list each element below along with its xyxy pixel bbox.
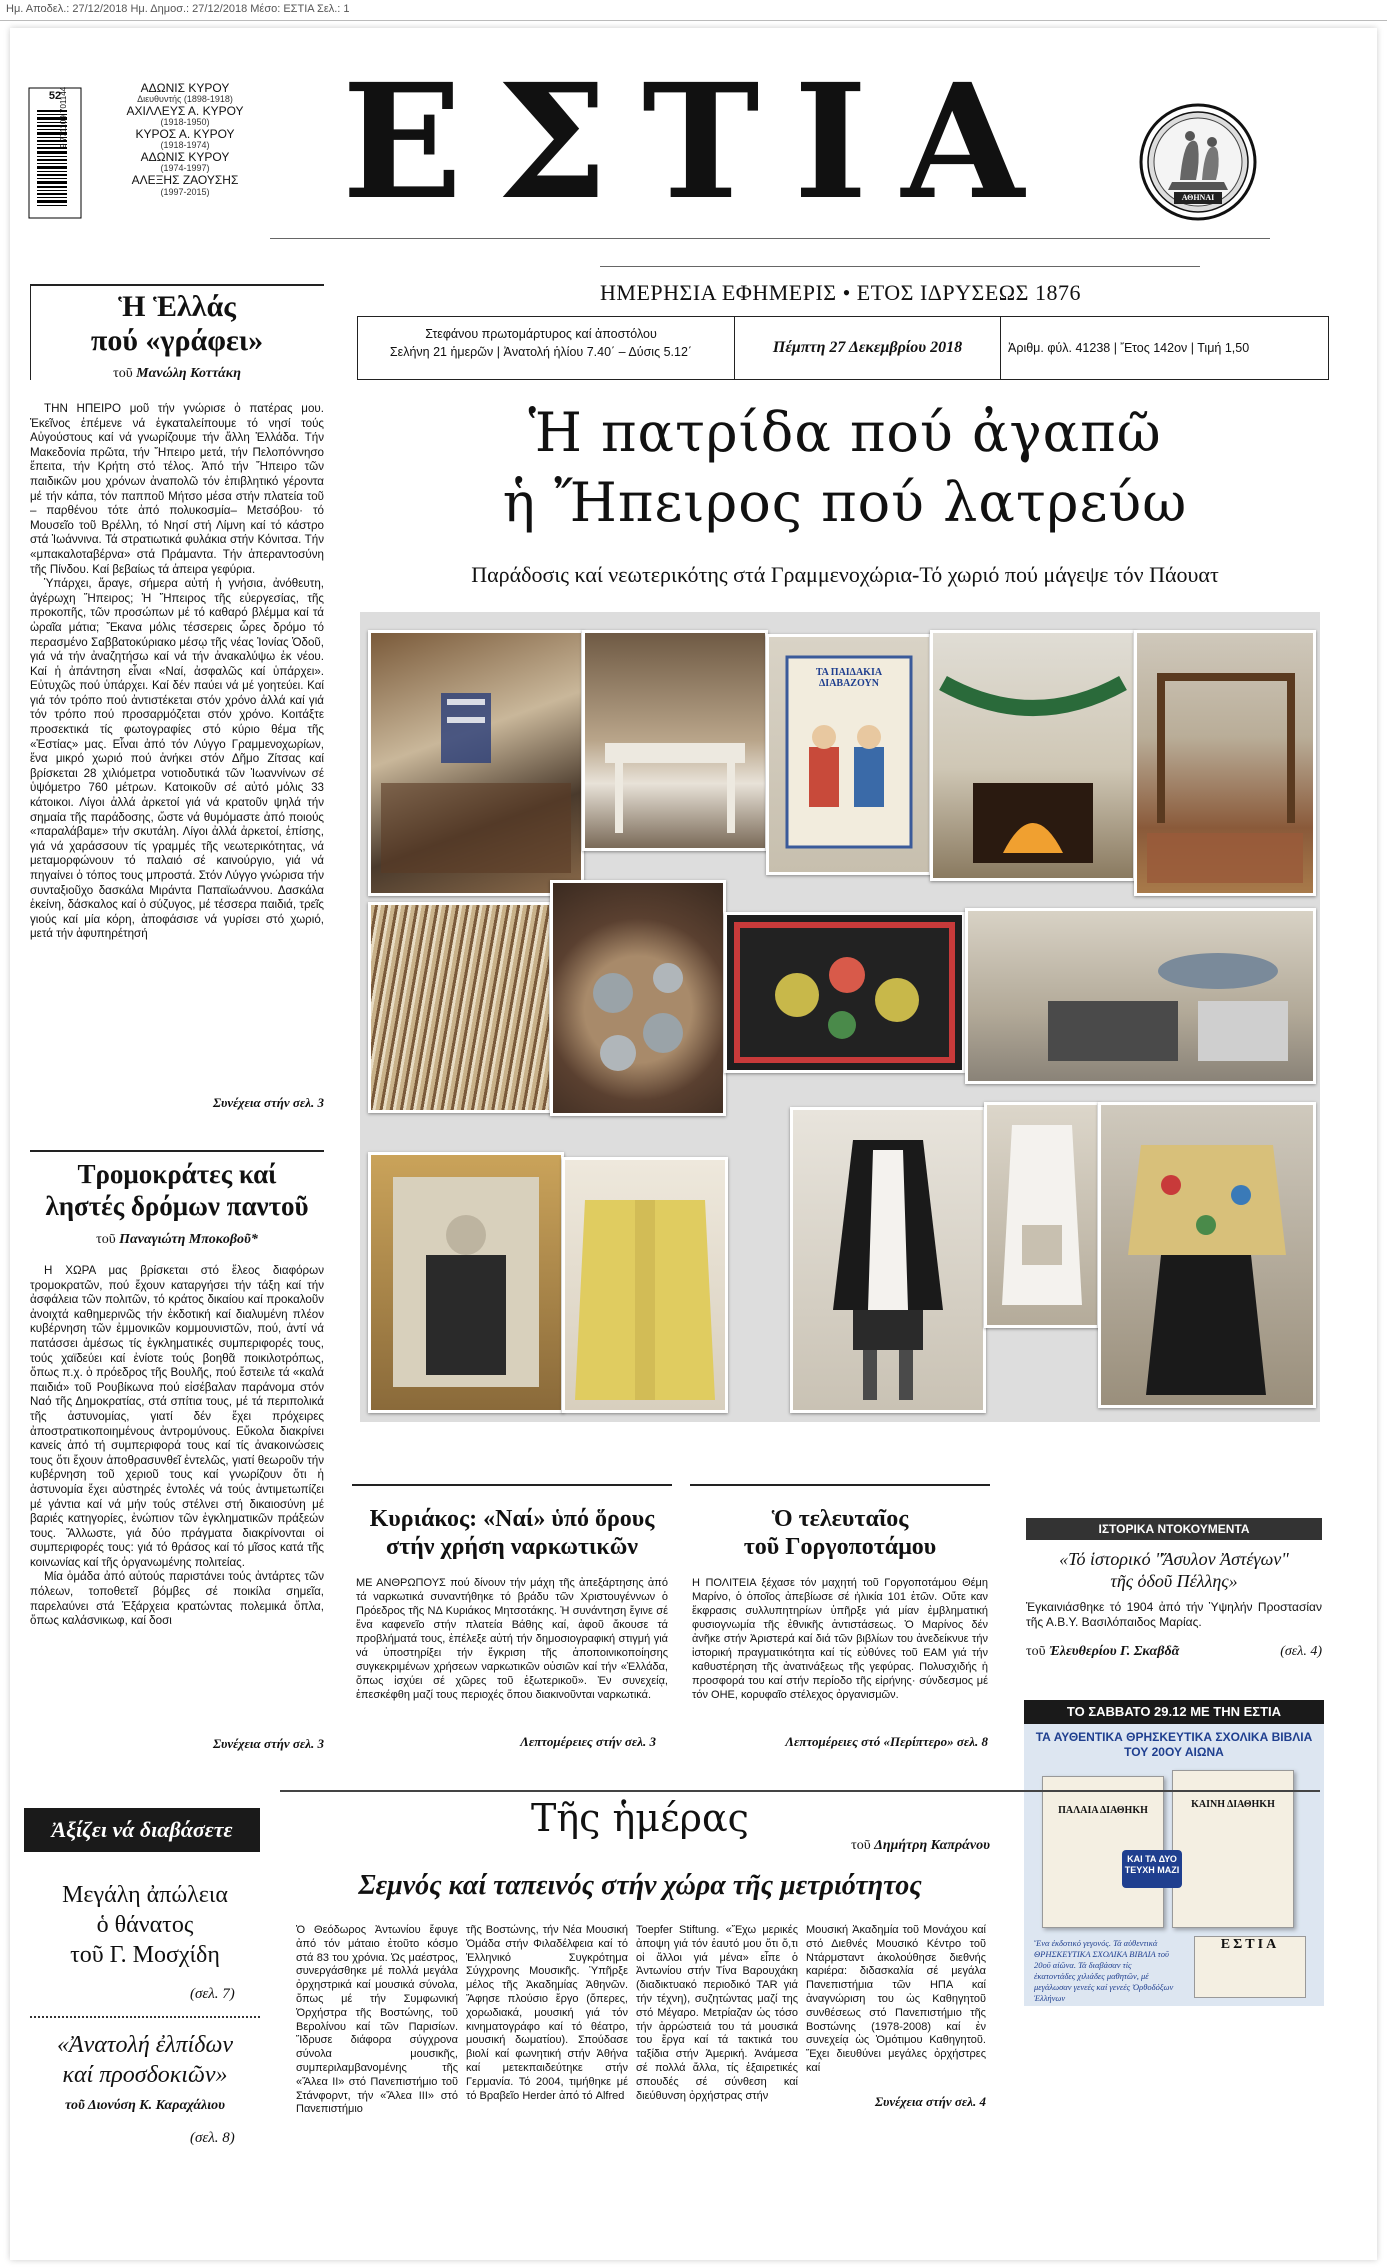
photo-priest-portrait xyxy=(368,1152,564,1413)
item-author: τοῦ Διονύση Κ. Καραχάλιου xyxy=(64,2098,226,2113)
historical-label: ΙΣΤΟΡΙΚΑ ΝΤΟΚΟΥΜΕΝΤΑ xyxy=(1026,1518,1322,1540)
editorial-title-line2: πού «γράφει» xyxy=(90,324,264,357)
barcode-top-digits: 52 xyxy=(48,90,62,102)
worth-reading-item[interactable] xyxy=(30,1880,260,1970)
masthead-title: ΕΣΤΙΑ xyxy=(341,50,1059,235)
editorial-byline xyxy=(30,366,324,382)
story-rule xyxy=(690,1484,990,1486)
page-meta: Ημ. Αποδελ.: 27/12/2018 Ημ. Δημοσ.: 27/12/2018 Μέσο: ΕΣΤΙΑ Σελ.: 1 xyxy=(6,3,350,15)
page-ref[interactable]: (σελ. 7) xyxy=(190,1986,235,2002)
photo-costume-black xyxy=(790,1107,986,1413)
astro-info: Σελήνη 21 ἡμερῶν | Ἀνατολή ἡλίου 7.40΄ – Δύσις 5.12΄ xyxy=(389,345,693,360)
ad-badge: ΚΑΙ ΤΑ ΔΥΟ ΤΕΥΧΗ ΜΑΖΙ xyxy=(1122,1850,1182,1888)
of-the-day-col2: τῆς Βοστώνης, τήν Νέα Μουσική Ὁμάδα στήν Φιλαδέλφεια καί τό Ἑλληνικό Συγκρότημα Σύγχρονης Μουσικῆς. Ὑπῆρξε μέλος τῆς Ἀκαδημίας Ἀθηνῶν. Ἄφησε πλούσιο ἔργο (ὄπερες, χορωδιακά, μουσική γιά τόν κινηματογράφο καί τό θέατρο, μουσική δωματίου). Σπούδασε βιολί καί φωνητική στήν Ἀθήνα καί μετεκπαιδεύτηκε στήν Γερμανία. Τό 2004, τιμήθηκε μέ τό Βραβεῖο Herder ἀπό τό Alfred xyxy=(466,1924,628,2102)
saint-of-day: Στεφάνου πρωτομάρτυρος καί ἀποστόλου xyxy=(425,327,657,341)
story-gorgopotamos-title xyxy=(690,1505,990,1561)
barcode xyxy=(29,88,81,218)
barcode-number: 9 771109 701144 xyxy=(59,86,68,148)
founder-name: ΑΔΩΝΙΣ ΚΥΡΟΥ xyxy=(140,81,230,95)
editorial-title-line1: Ἡ Ἑλλάς xyxy=(118,290,236,323)
of-the-day-byline xyxy=(760,1838,990,1854)
article-byline xyxy=(30,1232,324,1248)
book-title: ΚΑΙΝΗ ΔΙΑΘΗΚΗ xyxy=(1191,1799,1275,1810)
continued-link[interactable]: Συνέχεια στήν σελ. 3 xyxy=(213,1095,324,1110)
athena-seal-icon xyxy=(1138,102,1258,222)
photo-costume-shawl xyxy=(1098,1102,1316,1408)
headline-line2: ἡ Ἤπειρος πού λατρεύω xyxy=(502,471,1188,534)
story-kyriakos-title: Κυριάκος: «Ναί» ὑπό ὅρους στήν χρήση ναρκωτικῶν xyxy=(369,1506,655,1560)
mini-newspaper xyxy=(1194,1936,1306,1998)
ad-caption: Ἕνα ἐκδοτικό γεγονός. Τά αὐθεντικά ΘΡΗΣΚΕΥΤΙΚΑ ΣΧΟΛΙΚΑ ΒΙΒΛΙΑ τοῦ 20οῦ αἰῶνα. Τά διαβάσαν τίς ἑκατοντάδες χιλιάδες μαθητῶν, μέ μεγάλωσαν γενεές καί γενεές Ὀρθοδόξων Ἑλλήνων xyxy=(1034,1938,1174,2003)
founder-dates: (1997-2015) xyxy=(160,186,210,197)
founder-name: ΑΛΕΞΗΣ ΖΑΟΥΣΗΣ xyxy=(131,173,239,188)
photo-rug xyxy=(724,912,965,1073)
of-the-day-col4: Μουσική Ἀκαδημία τοῦ Μονάχου καί στό Διεθνές Μουσικό Κέντρο τοῦ Ντάρμσταντ ἀκολούθησε διεθνής καριέρα: διδασκαλία σέ μεγάλα Πανεπιστήμια τῶν ΗΠΑ καί ἀναγνώριση του ὡς Καθηγητοῦ συνθέσεως στό Πανεπιστήμιο τῆς Βοστώνης (1978-2008) καί ἐν συνεχείᾳ ὡς Ὁμότιμου Καθηγητοῦ. Ἔχει διευθύνει μεγάλες ὀρχήστρες καί xyxy=(806,1924,986,2074)
tagline: ΗΜΕΡΗΣΙΑ ΕΦΗΜΕΡΙΣ • ΕΤΟΣ ΙΔΡΥΣΕΩΣ 1876 xyxy=(600,280,1081,305)
main-headline xyxy=(360,398,1330,538)
worth-reading-label: Ἀξίζει νά διαβάσετε xyxy=(24,1808,260,1852)
story-gorgopotamos-body: Η ΠΟΛΙΤΕΙΑ ξέχασε τόν μαχητή τοῦ Γοργοποτάμου Θέμη Μαρίνο, ὁ ὁποῖος ἀπεβίωσε σέ ἡλικία 101 ἐτῶν. Οὔτε καν ἔκφρασις συλλυπητηρίων ὑπῆρξε γιά μίαν ἐμβληματική φυσιογνωμία τῆς ἐθνικῆς ἀντιστάσεως. Ὁ Μαρίνος δέν ἀνῆκε στήν Ἀριστερά καί διά τῶν βιβλίων του ἀνεδείκνυε τήν ἱστορική πραγματικότητα καί τίς εὐθύνες τοῦ ΕΑΜ γιά τήν καθυστέρηση τῆς ἀνατινάξεως τῆς γεφύρας. Πολυσχιδής ἡ προσφορά του καί στήν περίοδο τῆς εἰρήνης· σύνδεσμος μέ τόν ΟΗΕ, κορυφαῖο στέλεχος ὀργανισμῶν. xyxy=(692,1577,988,1701)
founder-name: ΑΧΙΛΛΕΥΣ Α. ΚΥΡΟΥ xyxy=(126,104,244,119)
photo-costume-white xyxy=(984,1102,1100,1328)
page-ref[interactable]: (σελ. 4) xyxy=(1280,1644,1322,1659)
item-line: «Ἀνατολή ἐλπίδων xyxy=(56,2032,234,2058)
article-title-line2: ληστές δρόμων παντοῦ xyxy=(45,1191,309,1221)
paragraph: ΤΗΝ ΗΠΕΙΡΟ μοῦ τήν γνώρισε ὁ πατέρας μου. Ἐκεῖνος ἐπέμενε νά ἐγκαταλείπουμε τό νησί τούς Αὐγούστους καί νά γνωρίζουμε τήν ἄλλη Ἑλλάδα. Τήν Μακεδονία πρῶτα, τήν Ἤπειρο μετά, τήν Πελοπόννησο ἔπειτα, τήν Κρήτη στό τέλος. Ἀπό τήν Ἤπειρο τῶν παιδικῶν μου χρόνων ἀναπολῶ τόν ἐπιβλητικό γέροντα μέ τήν κάπα, τόν παπποῦ Μήτσο μέσα στήν πλατεία τοῦ – παρθένου τότε ἀπό πολυκοσμία– Μετσόβου· τό Μουσεῖο τοῦ Βρέλλη, τό Νησί στή Λίμνη καί τό κάστρο στά Ἰωάννινα. Τά στρατιωτικά φυλάκια στήν Κόνιτσα. Τήν «μπακαλοταβέρνα» στά Πράμαντα. Τήν ἀπεραντοσύνη τῆς Πίνδου. Καί βεβαίως τά ἀπειρα γεφύρια. xyxy=(30,402,324,576)
of-the-day-label: Τῆς ἡμέρας xyxy=(531,1796,749,1840)
paragraph: Ὑπάρχει, ἄραγε, σήμερα αὐτή ἡ γνήσια, ἀνόθευτη, ἀγέρωχη Ἤπειρος; Ἡ Ἤπειρος τῆς εὐεργεσίας, τῆς προκοπῆς, τῶν προσώπων μέ τό καθαρό βλέμμα καί τά ὡραῖα μάτια; Ἔκανα μόλις τέσσερεις ὧρες δρόμο τό περασμένο Σαββατοκύριακο μέσῳ τῆς νέας Ἰονίας Ὁδοῦ, γιά νά τήν ἀναζητήσω καί νά τήν ἀνακαλύψω ἐκ νέου. Καί ἡ ἀπάντηση εἶναι «Ναί, ἀσφαλῶς καί ὑπάρχει». Εὐτυχῶς πού ὑπάρχει. Καί δέν παύει νά μέ γοητεύει. Καί γιά τόν τρόπο πού ἀντιστέκεται στόν χρόνο ἀλλά καί γιά τόν τρόπο πού προσαρμόζεται στόν χρόνο. Κοιτάξτε προσεκτικά τίς φωτογραφίες στό κύριο θέμα τῆς «Ἑστίας» μας. Εἶναι ἀπό τόν Λύγγο Γραμμενοχωρίων, ἕνα μικρό χωριό πού ἀνήκει στόν Δῆμο Ζίτσας καί βρίσκεται 28 χιλιόμετρα νοτιοδυτικά τῶν Ἰωαννίνων σέ ὑψόμετρο 760 μέτρων. Κατοικοῦν σέ αὐτό μόλις 33 κάτοικοι. Λίγοι ἀλλά ἀρκετοί γιά νά κρατοῦν ψηλά τήν σημαία τῆς παράδοσης, ὥστε νά θυμόμαστε ἀπό ποιούς «παραλάβαμε» τήν σκυτάλη. Λίγοι ἀλλά ἀρκετοί, ἐπίσης, γιά νά χαράσσουν τίς γραμμές τῆς νεωτερικότητας, νά μεταμορφώνουν τό παλαιό σέ καινούργιο, γιά νά πηγαίνει ὁ τόπος τους μπροστά. Στόν Λύγγο γνώρισα τήν συνταξιοῦχο δασκάλα Μιράντα Παπαϊωάννου. Δασκάλα ἐκείνη, δάσκαλος καί ὁ σύζυγος, μέ τέσσερα παιδιά, τρεῖς γιούς καί μία κόρη, ἀποφάσισε νά γυρίσει στό χωριό, μετά τήν ἀφυπηρέτησή xyxy=(30,577,324,941)
masthead-rule xyxy=(270,238,1270,239)
title-line2: τοῦ Γοργοποτάμου xyxy=(743,1534,937,1560)
book-cover-new-testament xyxy=(1172,1770,1294,1928)
book-title: ΠΑΛΑΙΑ ΔΙΑΘΗΚΗ xyxy=(1058,1805,1148,1816)
ad-header: ΤΟ ΣΑΒΒΑΤΟ 29.12 ΜΕ ΤΗΝ ΕΣΤΙΑ xyxy=(1024,1700,1324,1724)
paragraph: Μία ὁμάδα ἀπό αὐτούς παριστάνει τούς ἀντάρτες τῶν πόλεων, τοποθετεῖ βόμβες σέ ποικίλα σημεῖα, παρελαύνει στά Ἐξάρχεια κρατώντας πολεμικά ὅπλα, ὅπως καλάσνικωφ, καί δοσι xyxy=(30,1570,324,1628)
author-name: Δημήτρη Καπράνου xyxy=(874,1838,990,1853)
article-title-line1: Τρομοκράτες καί xyxy=(77,1159,277,1189)
historical-title-line1: «Τό ἱστορικό "Ἄσυλον Ἀστέγων" xyxy=(1059,1549,1289,1569)
photo-collage xyxy=(360,612,1320,1422)
continued-link[interactable]: Λεπτομέρειες στό «Περίπτερο» σελ. 8 xyxy=(785,1734,988,1749)
historical-body: Ἐγκαινιάσθηκε τό 1904 ἀπό τήν Ὑψηλήν Προστασίαν τῆς Α.Β.Υ. Βασιλόπαιδος Μαρίας. xyxy=(1026,1600,1322,1629)
of-the-day-title: Σεμνός καί ταπεινός στήν χώρα τῆς μετριότητος xyxy=(358,1870,922,1901)
byline-prefix: τοῦ xyxy=(96,1232,116,1247)
article-body xyxy=(30,1264,324,1734)
masthead-rule-short xyxy=(600,266,1200,267)
main-subhead: Παράδοσις καί νεωτερικότης στά Γραμμενοχώρια-Τό χωριό πού μάγεψε τόν Πάουατ xyxy=(471,562,1219,587)
founder-dates: Διευθυντής (1898-1918) xyxy=(137,94,233,105)
item-line: Μεγάλη ἀπώλεια xyxy=(62,1882,228,1908)
item-line: τοῦ Γ. Μοσχίδη xyxy=(70,1942,220,1968)
founder-dates: (1918-1974) xyxy=(160,140,210,151)
photo-museum-room xyxy=(368,630,584,896)
photo-caption: ΤΑ ΠΑΙΔΑΚΙΑ ΔΙΑΒΑΖΟΥΝ xyxy=(815,667,883,689)
photo-coffee-tray xyxy=(550,880,726,1116)
worth-reading-item[interactable] xyxy=(30,2030,260,2090)
author-name: Παναγιώτη Μποκοβοῦ* xyxy=(119,1232,258,1247)
item-line: ὁ θάνατος xyxy=(96,1912,194,1938)
founder-dates: (1974-1997) xyxy=(160,163,210,174)
photo-fireplace xyxy=(930,630,1136,881)
historical-byline xyxy=(1026,1644,1322,1660)
photo-yellow-garment xyxy=(562,1157,728,1413)
author-name: Ἐλευθερίου Γ. Σκαβδᾶ xyxy=(1049,1644,1180,1659)
item-line: καί προσδοκιῶν» xyxy=(62,2062,228,2088)
historical-title xyxy=(1026,1548,1322,1592)
section-rule xyxy=(280,1790,1320,1792)
book-ad[interactable] xyxy=(1024,1700,1324,2006)
issue-date: Πέμπτη 27 Δεκεμβρίου 2018 xyxy=(734,317,1001,379)
of-the-day-col3: Toepfer Stiftung. «Ἔχω μερικές ἀποψη γιά τόν ἑαυτό μου ὅτι ὅ,τι οἱ ἄλλοι γιά μένα» εἶπε ὁ Ἀντωνίου στήν Τίνα Βαρουχάκη (διαδικτυακό περιοδικό TAR γιά τήν τέχνη), συζητώντας μαζί της στό Μέγαρο. Μετρίαζαν ὡς τόσο τήν ἀρρώστειά του τά μουσικά του ἔργα καί τά τακτικά του ταξίδια στήν Ἀμερική. Ἀνάμεσα σέ πολλά ἄλλα, τίς ἐξαιρετικές σπουδές σέ σύνθεση καί διεύθυνση ὀρχήστρας στήν xyxy=(636,1924,798,2102)
headline-line1: Ἡ πατρίδα πού ἀγαπῶ xyxy=(528,401,1162,464)
mini-masthead: ΕΣΤΙΑ xyxy=(1220,1937,1280,1952)
story-kyriakos-body: ΜΕ ΑΝΘΡΩΠΟΥΣ πού δίνουν τήν μάχη τῆς ἀπεξάρτησης ἀπό τά ναρκωτικά συναντήθηκε τό βράδυ τῶν Χριστουγέννων ὁ Πρόεδρος τῆς ΝΔ Κυριάκος Μητσοτάκης. Ἡ συνάντηση ἔγινε σέ ἕνα καφενεῖο στήν πλατεία Βάθης καί, ἀφοῦ ἄκουσε τά προβλήματά τους, ἐπέλεξε αὐτή τήν δημοσιογραφική στιγμή γιά νά ὑποστηρίξει τήν ἔγκριση τῆς ἀποποινικοποίησης συγκεκριμένων χρήσεων ναρκωτικῶν οὐσιῶν καί τήν «Ἑλλάδα, ὅπως ἰσχύει σέ χῶρες τοῦ ἐξωτερικοῦ». Ἐν συνεχείᾳ, ἐπεσκέφθη μαζί τους περιοχές ὅπου διακινοῦνται ναρκωτικά. xyxy=(356,1577,668,1701)
paragraph: Η ΧΩΡΑ μας βρίσκεται στό ἔλεος διαφόρων τρομοκρατῶν, πού ἔχουν καταργήσει τήν τάξη καί τήν ἀσφάλεια τῶν πολιτῶν, τό κράτος δικαίου καί προκαλοῦν ἀνοιχτά καθημερινῶς τήν ἐκδοτική καί διαλυμένη πλέον κυβέρνηση τῶν ἐμμονικῶν κομμουνιστῶν, πού, ἀντί νά πατάσσει ἀμέσως τίς ἐγκληματικές συμπεριφορές τους, τούς χαϊδεύει καί ἐνίοτε τούς βοηθᾶ ποικιλοτρόπως, ὅπως π.χ. ὁ πρόεδρος τῆς Βουλῆς, πού ἔστειλε τά «καλά παιδιά» τοῦ Ρουβίκωνα πού εἰσέβαλαν παράνομα στόν Ναό τῆς Δημοκρατίας, στά σπίτια τους, μέ τά περιπολικά τῆς ἀστυνομίας, γιατί δέν ἔχει πρόχειρες ἀποστρατικοποιημένους ἀντρομύνους. Εὔκολα διακρίνει κανείς ἀπό τή συμπεριφορά τους καί τίς ἀνακοινώσεις τους ὅτι ἔχουν ἀποθρασυνθεῖ ἐντελῶς, γιατί θεωροῦν τήν κυβέρνηση τοῦ χεριοῦ τους καί γνωρίζουν ὅτι ἡ ἀστυνομία ἔχει αὐστηρές ἐντολές νά τούς ἀντιμετωπίζει μέ γάντια καί νά μήν τούς στέλνει στή δικαιοσύνη μέ βαριές κατηγορίες, ἐνώπιον τῶν ἐγκληματικῶν πράξεών τους. Ἄλλωστε, γιά δύο πράγματα διακρίνονται οἱ συμπεριφορές τους: γιά τό θράσος καί τό μῖσος κατά τῆς κοινωνίας καί τῆς ὀργανωμένης πολιτείας. xyxy=(30,1264,324,1569)
day-info xyxy=(366,325,716,361)
photo-desk xyxy=(582,630,768,851)
byline-prefix: τοῦ xyxy=(113,366,133,381)
column-rule xyxy=(30,284,324,286)
page-ref[interactable]: (σελ. 8) xyxy=(190,2130,235,2146)
issue-info-box xyxy=(357,316,1329,380)
continued-link[interactable]: Συνέχεια στήν σελ. 3 xyxy=(213,1736,324,1751)
top-divider xyxy=(0,20,1387,21)
photo-scale xyxy=(965,908,1316,1084)
column-rule xyxy=(30,1150,324,1152)
founder-name: ΑΔΩΝΙΣ ΚΥΡΟΥ xyxy=(140,150,230,165)
photo-loom-room xyxy=(1134,630,1316,896)
author-name: Μανώλη Κοττάκη xyxy=(136,366,241,381)
founder-dates: (1918-1950) xyxy=(160,117,210,128)
issue-number: Ἀριθμ. φύλ. 41238 | Ἔτος 142ον | Τιμή 1,50 xyxy=(1008,341,1250,355)
of-the-day-col1: Ὁ Θεόδωρος Ἀντωνίου ἔφυγε ἀπό τόν μάταιο ἐτοῦτο κόσμο στά 83 του χρόνια. Ὡς μαέστρος, συνεργάσθηκε μέ πολλά μεγάλα ὀρχηστρικά καί μουσικά σύνολα, ὅπως μέ τήν Συμφωνική Ὀρχήστρα τῆς Βοστώνης, τοῦ Βερολίνου καί τῶν Παρισίων. Ἵδρυσε διάφορα σύγχρονα σύνολα μουσικῆς, συμπεριλαμβανομένης τῆς «Ἄλεα II» στό Πανεπιστήμιο τοῦ Στάνφορντ, τήν «Ἄλεα III» στό Πανεπιστήμιο xyxy=(296,1924,458,2116)
founder-name: ΚΥΡΟΣ Α. ΚΥΡΟΥ xyxy=(135,127,235,142)
continued-link[interactable]: Λεπτομέρειες στήν σελ. 3 xyxy=(520,1734,656,1749)
continued-link[interactable]: Συνέχεια στήν σελ. 4 xyxy=(875,2094,986,2109)
editorial-body xyxy=(30,402,324,1092)
seal-text: ΑΘΗΝΑΙ xyxy=(1181,193,1215,202)
historical-title-line2: τῆς ὁδοῦ Πέλλης» xyxy=(1110,1571,1238,1591)
founders-list xyxy=(95,82,275,197)
dotted-divider xyxy=(30,2016,260,2018)
article-title xyxy=(30,1158,324,1222)
byline-prefix: τοῦ xyxy=(851,1838,871,1853)
ad-title: ΤΑ ΑΥΘΕΝΤΙΚΑ ΘΡΗΣΚΕΥΤΙΚΑ ΣΧΟΛΙΚΑ ΒΙΒΛΙΑ ΤΟΥ 20ΟΥ ΑΙΩΝΑ xyxy=(1035,1730,1313,1759)
story-rule xyxy=(352,1484,672,1486)
photo-schoolbook xyxy=(766,634,932,875)
title-line1: Ὁ τελευταῖος xyxy=(771,1506,909,1532)
byline-prefix: τοῦ xyxy=(1026,1644,1046,1659)
editorial-title xyxy=(30,290,324,358)
photo-weaving xyxy=(368,902,552,1113)
